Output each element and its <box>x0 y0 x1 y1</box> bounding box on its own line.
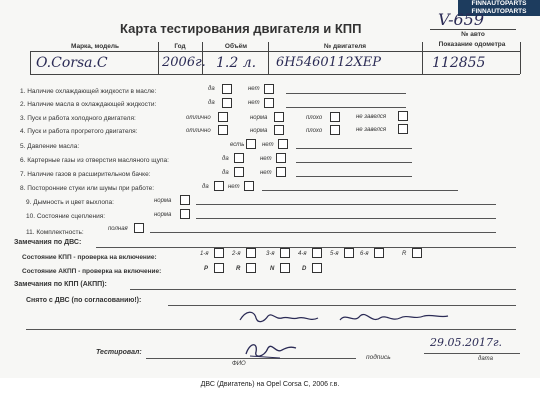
option-normal: норма <box>250 115 268 121</box>
table-line <box>268 42 269 74</box>
checkbox-gear-2[interactable] <box>246 248 256 258</box>
answer-line <box>296 148 412 149</box>
option-yes: да <box>222 156 229 162</box>
table-line <box>30 51 31 74</box>
checkbox-q3-not-started[interactable] <box>398 111 408 121</box>
signature-label: подпись <box>366 354 391 361</box>
table-line <box>422 42 423 74</box>
option-bad: плохо <box>306 115 323 121</box>
check-label-11: 11. Комплектность: <box>26 229 84 236</box>
check-label-5: 5. Давление масла: <box>20 143 80 150</box>
gear-4: 4-я <box>298 251 307 257</box>
auto-number-value: V-659 <box>438 10 485 29</box>
option-not-started: не завелся <box>356 127 387 133</box>
checkbox-q11-full[interactable] <box>134 223 144 233</box>
checkbox-q7-no[interactable] <box>276 167 286 177</box>
check-label-8: 8. Посторонние стуки или шумы при работе: <box>20 185 155 192</box>
auto-number-label: № авто <box>461 31 485 38</box>
answer-line <box>286 107 406 108</box>
checkbox-gear-6[interactable] <box>374 248 384 258</box>
option-bad: плохо <box>306 128 323 134</box>
manual-gearbox-label: Состояние КПП - проверка на включение: <box>22 254 157 261</box>
checkbox-q8-no[interactable] <box>244 181 254 191</box>
answer-line <box>196 218 496 219</box>
engine-remarks-title: Замечания по ДВС: <box>14 239 82 246</box>
auto-position-d: D <box>302 266 307 272</box>
answer-line <box>296 176 412 177</box>
option-no: нет <box>260 156 272 162</box>
option-no: нет <box>228 184 240 190</box>
gear-3: 3-я <box>266 251 275 257</box>
checkbox-q4-bad[interactable] <box>330 125 340 135</box>
option-normal: норма <box>250 128 268 134</box>
checkbox-q1-no[interactable] <box>264 84 274 94</box>
checkbox-auto-d[interactable] <box>312 263 322 273</box>
table-line <box>30 51 520 52</box>
checkbox-q4-not-started[interactable] <box>398 124 408 134</box>
checkbox-gear-4[interactable] <box>312 248 322 258</box>
check-label-7: 7. Наличие газов в расширительном бачке: <box>20 171 151 178</box>
check-label-2: 2. Наличие масла в охлаждающей жидкости: <box>20 101 157 108</box>
gear-1: 1-я <box>200 251 209 257</box>
checkbox-q7-yes[interactable] <box>234 167 244 177</box>
option-no: нет <box>260 170 272 176</box>
checkbox-q3-normal[interactable] <box>274 112 284 122</box>
auto-number-line <box>430 29 516 30</box>
gear-5: 5-я <box>330 251 339 257</box>
checkbox-gear-5[interactable] <box>344 248 354 258</box>
checkbox-q6-yes[interactable] <box>234 153 244 163</box>
option-yes: да <box>208 100 215 106</box>
form-title: Карта тестирования двигателя и КПП <box>120 21 362 36</box>
option-not-started: не завелся <box>356 114 387 120</box>
option-full: полная <box>108 226 128 232</box>
check-label-4: 4. Пуск и работа прогретого двигателя: <box>20 128 138 135</box>
page-caption: ДВС (Двигатель) на Opel Corsa C, 2006 г.в. <box>200 381 340 388</box>
answer-line <box>296 162 412 163</box>
checkbox-auto-r[interactable] <box>246 263 256 273</box>
option-no: нет <box>262 142 274 148</box>
table-line <box>30 74 520 75</box>
date-value: 29.05.2017г. <box>430 336 503 349</box>
date-label: дата <box>478 356 493 362</box>
checkbox-gear-1[interactable] <box>214 248 224 258</box>
option-no: нет <box>248 86 260 92</box>
checkbox-auto-p[interactable] <box>214 263 224 273</box>
volume-value: 1.2 л. <box>216 55 257 71</box>
header-volume: Объём <box>224 43 248 50</box>
checkbox-q1-yes[interactable] <box>222 84 232 94</box>
check-label-9: 9. Дымность и цвет выхлопа: <box>26 199 114 206</box>
gearbox-remarks-line[interactable] <box>130 289 516 290</box>
checkbox-q8-yes[interactable] <box>214 181 224 191</box>
option-normal: норма <box>154 212 172 218</box>
auto-position-n: N <box>270 266 275 272</box>
checkbox-q5-present[interactable] <box>246 139 256 149</box>
checkbox-q4-excellent[interactable] <box>218 125 228 135</box>
gear-6: 6-я <box>360 251 369 257</box>
option-no: нет <box>248 100 260 106</box>
header-engine: № двигателя <box>323 43 367 50</box>
brand-value: O.Corsa.C <box>36 55 108 71</box>
table-line <box>158 42 159 74</box>
checkbox-q5-no[interactable] <box>278 139 288 149</box>
answer-line <box>286 93 406 94</box>
tested-by-label: Тестировал: <box>96 349 142 356</box>
checkbox-q2-no[interactable] <box>264 98 274 108</box>
checkbox-q3-bad[interactable] <box>330 112 340 122</box>
gear-2: 2-я <box>232 251 241 257</box>
option-excellent: отлично <box>186 128 211 134</box>
check-label-10: 10. Состояние сцепления: <box>26 213 106 220</box>
answer-line <box>196 204 496 205</box>
header-brand: Марка, модель <box>70 43 120 50</box>
table-line <box>520 42 521 74</box>
option-yes: да <box>202 184 209 190</box>
odometer-value: 112855 <box>432 55 486 71</box>
check-label-6: 6. Картерные газы из отверстия масляного щупа: <box>20 157 169 164</box>
option-yes: да <box>222 170 229 176</box>
engine-remarks-line[interactable] <box>96 247 516 248</box>
option-normal: норма <box>154 198 172 204</box>
checkbox-q3-excellent[interactable] <box>218 112 228 122</box>
option-excellent: отлично <box>186 115 211 121</box>
auto-gearbox-label: Состояние АКПП - проверка на включение: <box>22 268 162 275</box>
checkbox-gear-reverse[interactable] <box>412 248 422 258</box>
checkbox-auto-n[interactable] <box>280 263 290 273</box>
checkbox-q2-yes[interactable] <box>222 98 232 108</box>
answer-line <box>262 190 458 191</box>
check-label-1: 1. Наличие охлаждающей жидкости в масле: <box>20 88 157 95</box>
header-odometer: Показание одометра <box>438 41 506 48</box>
checkbox-q10-normal[interactable] <box>180 209 190 219</box>
checkbox-gear-3[interactable] <box>280 248 290 258</box>
gear-reverse: R <box>402 251 407 257</box>
removed-label: Снято с ДВС (по согласованию!): <box>26 297 142 304</box>
header-year: Год <box>174 43 186 50</box>
auto-position-p: P <box>204 266 209 272</box>
auto-position-r: R <box>236 266 241 272</box>
date-line[interactable] <box>424 353 520 354</box>
handwritten-note <box>236 306 466 330</box>
checkbox-q6-no[interactable] <box>276 153 286 163</box>
watermark-logo: FINNAUTOPARTS FINNAUTOPARTS <box>458 0 540 16</box>
option-yes: да <box>208 86 215 92</box>
year-value: 2006г. <box>162 55 206 70</box>
option-present: есть <box>230 142 245 148</box>
check-label-3: 3. Пуск и работа холодного двигателя: <box>20 115 136 122</box>
gearbox-remarks-title: Замечания по КПП (АКПП): <box>14 281 107 288</box>
checkbox-q9-normal[interactable] <box>180 195 190 205</box>
fio-label: ФИО <box>232 361 246 367</box>
signature-scribble <box>240 338 300 362</box>
answer-line <box>150 232 496 233</box>
checkbox-q4-normal[interactable] <box>274 125 284 135</box>
engine-number-value: 6H5460112XEP <box>276 55 381 70</box>
